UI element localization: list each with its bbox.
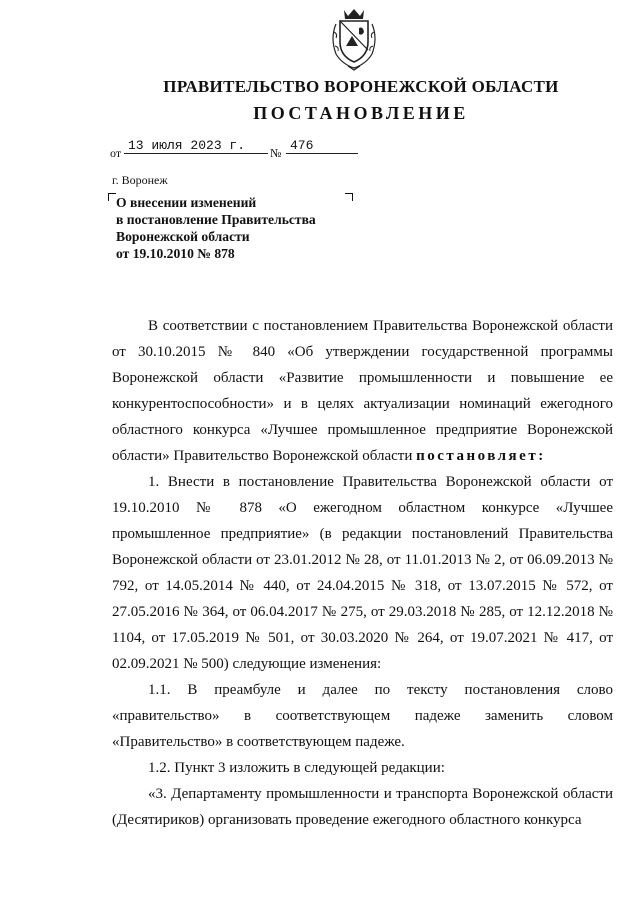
subject-line: от 19.10.2010 № 878 xyxy=(116,246,235,261)
date-prefix: от xyxy=(110,146,122,160)
number-label: № xyxy=(270,146,282,160)
document-date: 13 июля 2023 г. xyxy=(124,139,268,154)
paragraph-1: 1. Внести в постановление Правительства Воронежской области от 19.10.2010 № 878 «О ежегодном областном конкурсе «Лучшее промышленное предприятие» (в редакции постановлений Правительства Воронежской области от 23.01.2012 № 28, от 11.01.2013 № 2, от 06.09.2013 № 792, от 14.05.2014 № 440, от 24.04.2015 № 318, от 13.07.2015 № 572, от 27.05.2016 № 364, от 06.04.2017 № 275, от 29.03.2018 № 285, от 12.12.2018 № 1104, от 17.05.2019 № 501, от 30.03.2020 № 264, от 19.07.2021 № 417, от 02.09.2021 № 500) следующие изменения: xyxy=(112,474,613,672)
voronezh-coat-of-arms-icon xyxy=(326,6,382,72)
document-type-title: ПОСТАНОВЛЕНИЕ xyxy=(253,103,469,123)
preamble-paragraph xyxy=(112,313,613,469)
document-subject xyxy=(116,194,376,262)
subject-line: О внесении изменений xyxy=(116,195,257,210)
paragraph-3: «3. Департаменту промышленности и транспорта Воронежской области (Десятириков) организовать проведение ежегодного областного конкурса xyxy=(112,786,613,828)
subject-line: в постановление Правительства xyxy=(116,212,316,227)
document-number: 476 xyxy=(286,139,358,154)
paragraph-1-2: 1.2. Пункт 3 изложить в следующей редакции: xyxy=(148,760,445,776)
government-title: ПРАВИТЕЛЬСТВО ВОРОНЕЖСКОЙ ОБЛАСТИ xyxy=(163,77,559,96)
paragraph-1-1: 1.1. В преамбуле и далее по тексту постановления слово «правительство» в соответствующем падеже заменить словом «Правительство» в соответствующем падеже. xyxy=(112,682,613,750)
document-body xyxy=(112,313,613,833)
preamble-text: В соответствии с постановлением Правительства Воронежской области от 30.10.2015 № 840 «Об утверждении государственной программы Воронежской области «Развитие промышленности и повышение ее конкурентоспособности» и в целях актуализации номинаций ежегодного областного конкурса «Лучшее промышленное предприятие Воронежской области» Правительство Воронежской области xyxy=(112,318,613,464)
subject-corner-left xyxy=(108,193,116,201)
resolves-word: постановляет: xyxy=(416,448,546,464)
subject-line: Воронежской области xyxy=(116,229,250,244)
city-label: г. Воронеж xyxy=(112,173,168,187)
